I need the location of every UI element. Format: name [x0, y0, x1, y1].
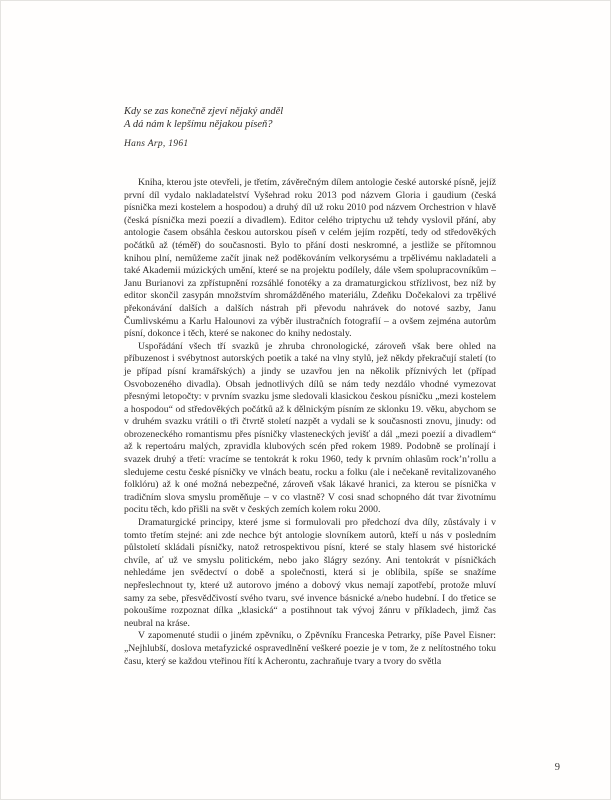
paragraph-2: Uspořádání všech tří svazků je zhruba chronologické, zároveň však bere ohled na příbuzenost i svébytnost autorských poetik a také na vlny stylů, jež někdy překračují staletí (to je případ písní kramářských) a jindy se uzavřou jen na několik příznivých let (případ Osvobozeného divadla). Obsah jednotlivých dílů se nám tedy nezdálo vhodné vymezovat přesnými letopočty: v prvním svazku jsme sledovali klasickou českou písničku „mezi kostelem a hospodou“ od středověkých počátků až k dělnickým písním ze sklonku 19. věku, abychom se v druhém svazku vrátili o tři čtvrtě století nazpět a vydali se k současnosti znovu, jinudy: od obrozeneckého romantismu přes písničky vlasteneckých jevišť a dál „mezi poezií a divadlem“ až k repertoáru malých, zpravidla klubových scén před rokem 1989. Podobně se prolínají i svazek druhý a třetí: vracíme se tentokrát k roku 1960, tedy k prvním ohlasům rock’n’rollu a sledujeme cestu české písničky ve vlnách beatu, rocku a folku (ale i nečekaně revitalizovaného folklóru) až k oné možná nebezpečné, zároveň však lákavé hranici, za kterou se písnička v tradičním slova smyslu proměňuje – v co vlastně? V cosi snad schopného dát tvar životnímu pocitu těch, kdo přišli na svět v českých zemích kolem roku 2000.: [124, 340, 496, 516]
paragraph-4: V zapomenuté studii o jiném zpěvníku, o Zpěvníku Franceska Petrarky, píše Pavel Eisner: „Nejhlubší, doslova metafyzické ospravedlnění veškeré poezie je v tom, že z nelítostného toku času, který se každou vteřinou řítí k Acherontu, zachraňuje tvary a tvory do světla: [124, 630, 496, 667]
body-text: [124, 177, 496, 668]
paragraph-1: Kniha, kterou jste otevřeli, je třetím, závěrečným dílem antologie české autorské písně, jejíž první díl vydalo nakladatelství Vyšehrad roku 2013 pod názvem Gloria i gaudium (česká písnička mezi kostelem a hospodou) a druhý díl už roku 2010 pod názvem Orchestrion v hlavě (česká písnička mezi poezií a divadlem). Editor celého triptychu už tehdy vyslovil přání, aby antologie časem obsáhla českou autorskou píseň v celém jejím rozpětí, tedy od středověkých počátků až (téměř) do současnosti. Bylo to přání dosti neskromné, a jestliže se přítomnou knihou plní, nemůžeme začít jinak než poděkováním velkorysému a trpělivému nakladateli a také Akademii múzických umění, které se na projektu podílely, dále všem spolupracovníkům – Janu Burianovi za zpřístupnění rozsáhlé fonotéky a za dramaturgickou střízlivost, bez níž by editor skončil zasypán množstvím shromážděného materiálu, Zdeňku Dočekalovi za trpělivé překonávání dalších a dalších nástrah při převodu nahrávek do notové sazby, Janu Čumlivskému a Karlu Halounovi za výběr ilustračních fotografií – a ovšem zejména autorům písní, dokonce i těch, které se nakonec do knihy nedostaly.: [124, 177, 496, 340]
page-number: 9: [554, 762, 560, 773]
epigraph-line-1: Kdy se zas konečně zjeví nějaký anděl: [124, 106, 284, 117]
epigraph-line-2: A dá nám k lepšímu nějakou píseň?: [124, 119, 273, 130]
epigraph-attribution: Hans Arp, 1961: [124, 139, 189, 149]
epigraph: [124, 105, 504, 151]
paragraph-3: Dramaturgické principy, které jsme si formulovali pro předchozí dva díly, zůstávaly i v tomto třetím stejné: ani zde nechce být antologie slovníkem autorů, kteří u nás v posledním půlstoletí skládali písničky, natož retrospektivou písní, které se staly hlasem své historické chvíle, ať už ve smyslu politickém, nebo jako šlágry sezóny. Ani tentokrát v písničkách nehledáme jen svědectví o době a společnosti, která si je oblíbila, spíše se snažíme nepřeslechnout ty, které už autorovo jméno a dobový vkus nemají zapotřebí, protože mluví samy za sebe, přesvědčivostí svého tvaru, své invence básnické a/nebo hudební. I do třetice se pokoušíme rozpoznat dílka „klasická“ a postihnout tak vývoj žánru v příkladech, jimž čas neubral na kráse.: [124, 517, 496, 629]
